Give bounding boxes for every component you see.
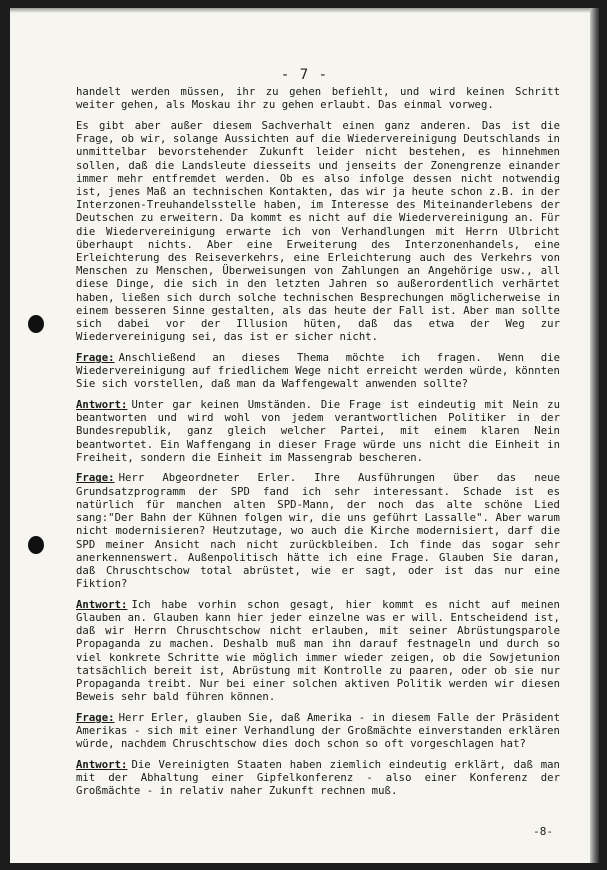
answer-paragraph: [76, 399, 560, 465]
text-paragraph: [76, 120, 560, 344]
paragraph-text: Herr Abgeordneter Erler. Ihre Ausführungen über das neue Grundsatzprogramm der SPD fand ich sehr interessant. Schade ist es natürlich für manchen alten SPD-Mann, der noch das alte schöne Lied sang:"Der Bahn der Kühnen folgen wir, die uns geführt Lassalle". Aber warum nicht modernisieren? Heutzutage, wo auch die Kirche modernisiert, darf die SPD meiner Ansicht nach nicht zurückbleiben. Ich finde das sogar sehr anerkennenswert. Außenpolitisch hätte ich eine Frage. Glauben Sie daran, daß Chruschtschow total abrüstet, wie er sagt, oder ist das nur eine Fiktion?: [76, 472, 560, 591]
paragraph-text: Unter gar keinen Umständen. Die Frage ist eindeutig mit Nein zu beantworten und wird wohl von jedem verantwortlichen Politiker in der Bundesrepublik, ganz gleich welcher Partei, mit einem klaren Nein beantwortet. Ein Waffengang in dieser Frage würde uns nicht die Einheit in Freiheit, sondern die Einheit im Massengrab bescheren.: [76, 398, 560, 464]
speaker-label: Frage:: [76, 472, 115, 485]
document-body: [76, 86, 560, 806]
punch-hole: [28, 536, 44, 554]
speaker-label: Antwort:: [76, 598, 128, 611]
speaker-label: Antwort:: [76, 759, 128, 772]
punch-hole: [28, 315, 44, 333]
page-top-edge: [10, 8, 599, 13]
paragraph-text: handelt werden müssen, ihr zu gehen befiehlt, und wird keinen Schritt weiter gehen, als Moskau ihr zu gehen erlaubt. Das einmal vorweg.: [76, 86, 560, 112]
speaker-label: Frage:: [76, 351, 115, 364]
answer-paragraph: [76, 599, 560, 705]
document-page: [10, 8, 599, 863]
question-paragraph: [76, 472, 560, 591]
paragraph-text: Anschließend an dieses Thema möchte ich fragen. Wenn die Wiedervereinigung auf friedlichem Wege nicht erreicht werden würde, könnten Sie sich vorstellen, daß man da Waffengewalt anwenden sollte?: [76, 351, 560, 391]
page-right-edge: [590, 8, 599, 863]
paragraph-text: Ich habe vorhin schon gesagt, hier kommt es nicht auf meinen Glauben an. Glauben kann hier jeder einzelne was er will. Entscheidend ist, daß wir Herrn Chruschtschow nicht erlauben, mit seiner Abrüstungsparole Propaganda zu machen. Deshalb muß man ihn darauf festnageln und durch so viel konkrete Schritte wie möglich immer wieder zeigen, ob die Sowjetunion tatsächlich bereit ist, Abrüstung mit Kontrolle zu paaren, oder ob sie nur Propaganda treibt. Nur bei einer solchen aktiven Politik werden wir diesen Beweis sehr bald führen können.: [76, 598, 560, 704]
text-paragraph: [76, 86, 560, 112]
paragraph-text: Die Vereinigten Staaten haben ziemlich eindeutig erklärt, daß man mit der Abhaltung einer Gipfelkonferenz - also einer Konferenz der Großmächte - in relativ naher Zukunft rechnen muß.: [76, 759, 560, 798]
answer-paragraph: [76, 759, 560, 799]
paragraph-text: Es gibt aber außer diesem Sachverhalt einen ganz anderen. Das ist die Frage, ob wir, solange Aussichten auf die Wiedervereinigung Deutschlands in unmittelbar bevorstehender Zukunft leider nicht bestehen, es hinnehmen sollen, daß die Landsleute diesseits und jenseits der Zonengrenze einander immer mehr entfremdet werden. Ob es also infolge dessen nicht notwendig ist, jenes Maß an technischen Kontakten, das wir ja heute schon z.B. in der Interzonen-Treuhandelsstelle haben, im Interesse des Miteinanderlebens der Deutschen zu erweitern. Da kommt es nicht auf die Wiedervereinigung an. Für die Wiedervereinigung erwarte ich von Verhandlungen mit Herrn Ulbricht überhaupt nichts. Aber eine Erweiterung des Interzonenhandels, eine Erleichterung des Reiseverkehrs, eine Erleichterung auch des Verkehrs von Menschen zu Menschen, Überweisungen von Zahlungen an Angehörige usw., all diese Dinge, die sich in den letzten Jahren so außerordentlich verhärtet haben, ließen sich durch solche technischen Besprechungen möglicherweise in einem besseren Sinne gestalten, als das heute der Fall ist. Aber man sollte sich dabei vor der Illusion hüten, daß das etwa der Weg zur Wiedervereinigung sei, das ist er sicher nicht.: [76, 119, 560, 344]
question-paragraph: [76, 712, 560, 752]
next-page-marker: -8-: [533, 825, 553, 838]
paragraph-text: Herr Erler, glauben Sie, daß Amerika - in diesem Falle der Präsident Amerikas - sich mit einer Verhandlung der Großmächte einverstanden erklären würde, nachdem Chruschtschow dies doch schon so oft vorgeschlagen hat?: [76, 711, 560, 751]
speaker-label: Antwort:: [76, 398, 128, 411]
page-number: - 7 -: [280, 67, 329, 83]
speaker-label: Frage:: [76, 711, 115, 724]
question-paragraph: [76, 352, 560, 392]
